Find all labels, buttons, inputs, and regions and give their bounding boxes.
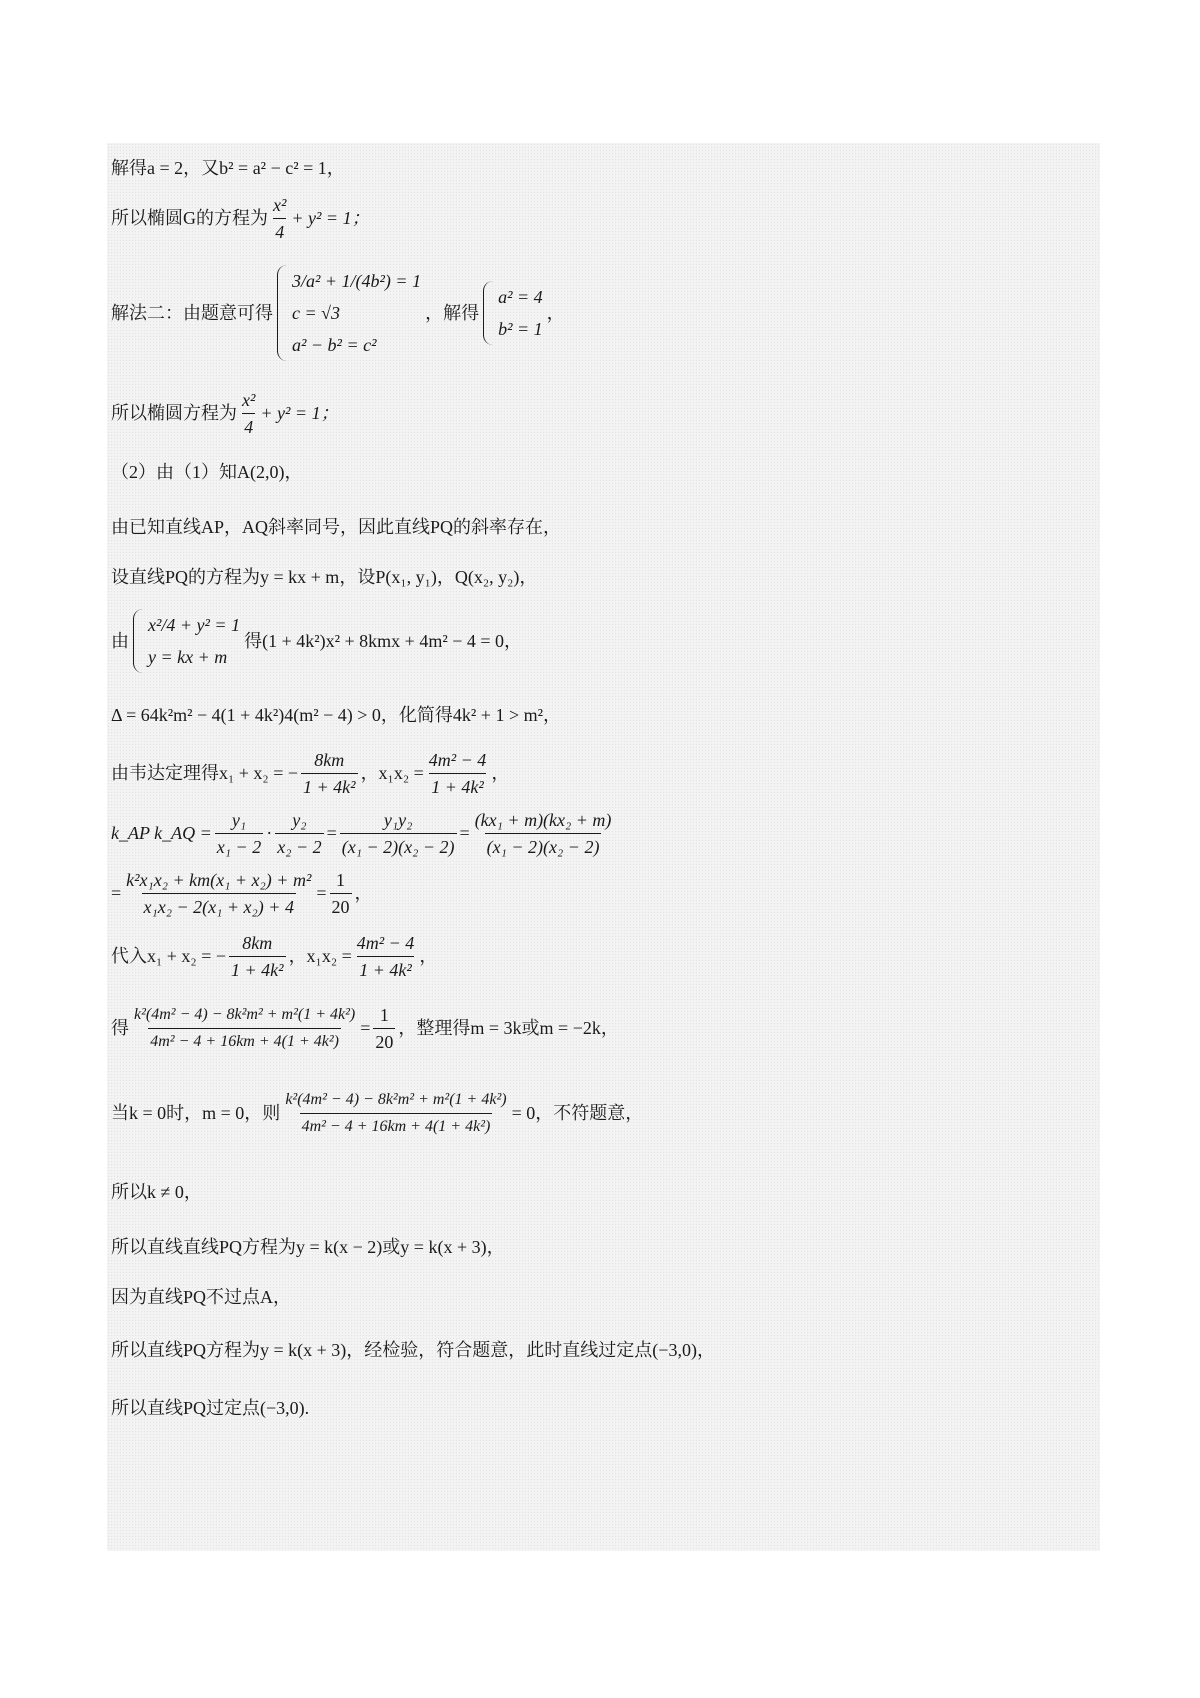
fraction-denominator: x₁x₂ − 2(x₁ + x₂) + 4	[142, 893, 296, 920]
solution-document	[107, 143, 1100, 1551]
fraction-numerator: 8km	[314, 749, 345, 770]
fraction	[275, 807, 323, 860]
system-row: a² − b² = c²	[292, 335, 377, 355]
fraction-denominator: 20	[373, 1028, 395, 1055]
line-text: 解得a = 2，又b² = a² − c² = 1，	[111, 158, 345, 178]
line-pre: 当k = 0时，m = 0，则	[111, 1103, 281, 1123]
line-mid: ，x₁x₂ =	[360, 763, 424, 783]
fraction-denominator: 1 + 4k²	[357, 956, 414, 983]
fraction-numerator: y₁	[231, 809, 247, 830]
fraction-numerator: x²	[242, 389, 256, 410]
line-pre: 所以椭圆G的方程为	[111, 208, 268, 228]
system-row: b² = 1	[498, 319, 543, 339]
fraction	[373, 1002, 395, 1055]
fraction	[271, 192, 288, 245]
fraction	[124, 867, 313, 920]
line-pre: 代入x₁ + x₂ = −	[111, 946, 227, 966]
line-pre: 得	[111, 1018, 129, 1038]
line-11	[111, 803, 1090, 863]
line-16	[111, 1178, 1090, 1206]
fraction-denominator: (x₁ − 2)(x₂ − 2)	[485, 833, 602, 860]
fraction	[473, 807, 614, 860]
fraction	[330, 867, 352, 920]
line-15	[111, 1078, 1090, 1148]
line-8	[111, 603, 1090, 679]
fraction-numerator: k²(4m² − 4) − 8k²m² + m²(1 + 4k²)	[134, 1005, 356, 1023]
line-text: 所以直线PQ过定点(−3,0).	[111, 1398, 310, 1418]
system-row: x²/4 + y² = 1	[148, 615, 241, 635]
line-pre: 由	[111, 631, 129, 651]
fraction-denominator: x₁ − 2	[215, 833, 263, 860]
line-post: ，	[354, 883, 373, 903]
equals-sign: =	[326, 823, 337, 843]
line-4	[111, 388, 1090, 438]
fraction-numerator: (kx₁ + m)(kx₂ + m)	[474, 809, 612, 830]
system-row: c = √3	[292, 303, 341, 323]
fraction-numerator: k²(4m² − 4) − 8k²m² + m²(1 + 4k²)	[285, 1090, 507, 1108]
fraction	[132, 1002, 357, 1055]
fraction	[355, 930, 417, 983]
fraction-numerator: 8km	[242, 932, 273, 953]
line-19	[111, 1336, 1090, 1364]
fraction	[229, 930, 286, 983]
fraction	[301, 747, 358, 800]
fraction-numerator: y₁y₂	[383, 809, 413, 830]
line-1	[111, 154, 1090, 182]
line-7	[111, 563, 1090, 591]
line-post: 得(1 + 4k²)x² + 8kmx + 4m² − 4 = 0，	[244, 631, 523, 651]
line-post: + y² = 1；	[260, 403, 339, 423]
line-text: （2）由（1）知A(2,0)，	[111, 462, 303, 482]
equation-system	[133, 609, 240, 673]
fraction	[283, 1087, 508, 1140]
line-9	[111, 701, 1090, 729]
line-10	[111, 743, 1090, 803]
equals-sign: =	[459, 823, 470, 843]
line-pre: 解法二：由题意可得	[111, 303, 273, 323]
fraction-numerator: k²x₁x₂ + km(x₁ + x₂) + m²	[126, 869, 312, 890]
line-5	[111, 458, 1090, 486]
line-mid: ，x₁x₂ =	[288, 946, 352, 966]
line-text: 因为直线PQ不过点A，	[111, 1287, 292, 1307]
line-6	[111, 513, 1090, 541]
system-row: 3/a² + 1/(4b²) = 1	[292, 271, 422, 291]
fraction	[240, 387, 257, 440]
fraction-numerator: y₂	[292, 809, 307, 830]
line-text: 所以直线直线PQ方程为y = k(x − 2)或y = k(x + 3)，	[111, 1237, 505, 1257]
fraction-denominator: 4	[242, 413, 255, 440]
line-post: ，整理得m = 3k或m = −2k，	[398, 1018, 619, 1038]
fraction-numerator: 1	[336, 869, 345, 890]
dot-operator: ·	[266, 823, 273, 843]
fraction-numerator: 4m² − 4	[356, 932, 415, 953]
equals-sign: =	[360, 1018, 371, 1038]
fraction-denominator: 4	[273, 218, 286, 245]
line-17	[111, 1233, 1090, 1261]
line-3	[111, 248, 1090, 378]
line-pre: k_AP k_AQ =	[111, 823, 212, 843]
line-pre: 由韦达定理得x₁ + x₂ = −	[111, 763, 299, 783]
line-mid: ，解得	[425, 303, 480, 323]
line-post: + y² = 1；	[291, 208, 370, 228]
fraction	[215, 807, 263, 860]
equation-system	[277, 265, 421, 361]
system-row: a² = 4	[498, 287, 543, 307]
fraction-numerator: x²	[273, 194, 287, 215]
fraction	[340, 807, 457, 860]
line-text: 设直线PQ的方程为y = kx + m，设P(x₁, y₁)，Q(x₂, y₂)，	[111, 567, 538, 587]
line-2	[111, 193, 1090, 243]
fraction-denominator: 1 + 4k²	[229, 956, 286, 983]
line-text: 由已知直线AP，AQ斜率同号，因此直线PQ的斜率存在，	[111, 517, 562, 537]
line-pre: 所以椭圆方程为	[111, 403, 237, 423]
line-text: 所以k ≠ 0，	[111, 1182, 202, 1202]
fraction-denominator: 1 + 4k²	[429, 773, 486, 800]
fraction-denominator: (x₁ − 2)(x₂ − 2)	[340, 833, 457, 860]
line-post: ，	[546, 303, 565, 323]
line-13	[111, 926, 1090, 986]
line-14	[111, 993, 1090, 1063]
fraction-denominator: 4m² − 4 + 16km + 4(1 + 4k²)	[148, 1028, 341, 1055]
system-row: y = kx + m	[148, 647, 228, 667]
fraction-numerator: 1	[379, 1004, 389, 1025]
fraction-denominator: 20	[330, 893, 352, 920]
fraction	[427, 747, 489, 800]
line-12	[111, 863, 1090, 923]
fraction-numerator: 4m² − 4	[428, 749, 487, 770]
equation-system	[483, 281, 543, 345]
line-20	[111, 1394, 1090, 1422]
line-post: = 0，不符题意，	[511, 1103, 644, 1123]
line-text: 所以直线PQ方程为y = k(x + 3)，经检验，符合题意，此时直线过定点(−3,0)，	[111, 1340, 715, 1360]
line-post: ，	[419, 946, 438, 966]
line-post: ，	[491, 763, 510, 783]
line-pre: =	[111, 883, 122, 903]
fraction-denominator: x₂ − 2	[275, 833, 323, 860]
fraction-denominator: 4m² − 4 + 16km + 4(1 + 4k²)	[300, 1113, 493, 1140]
fraction-denominator: 1 + 4k²	[301, 773, 358, 800]
line-18	[111, 1283, 1090, 1311]
equals-sign: =	[316, 883, 327, 903]
line-text: Δ = 64k²m² − 4(1 + 4k²)4(m² − 4) > 0，化简得4k² + 1 > m²，	[111, 705, 561, 725]
